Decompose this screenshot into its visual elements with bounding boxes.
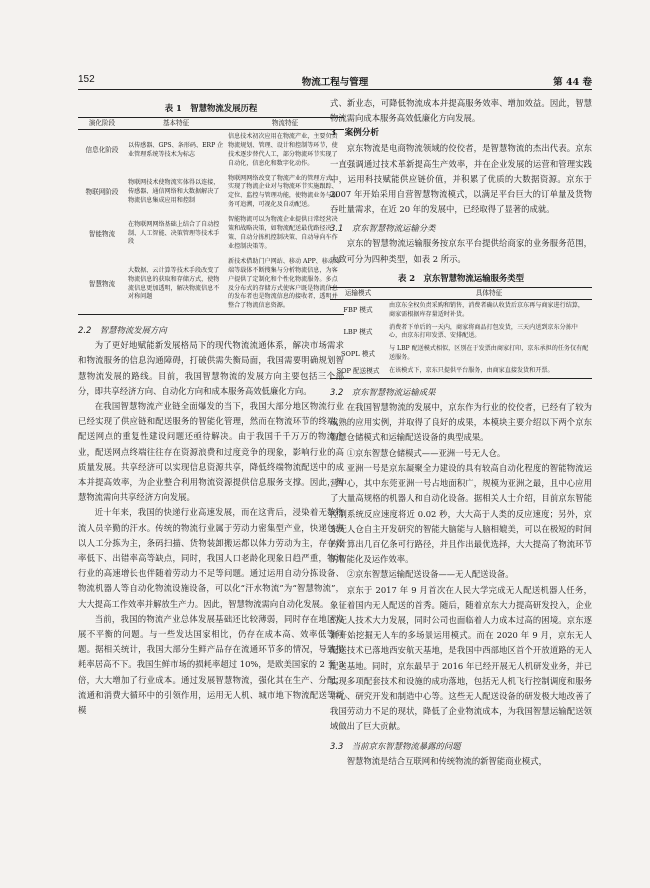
body-paragraph: 京东物流是电商物流领域的佼佼者，是智慧物流的杰出代表。京东一直强调通过技术革新提高生产效率，并在企业发展的运营和管理实践中，运用科技赋能供应链价值，并积累了优质的大数据资源。京东于 2007 年开始采用自营智慧物流模式，以满足平台巨大的订单量及货物吞吐量需求，在近 20 年的发展中，已经取得了显著的成就。 bbox=[330, 143, 592, 215]
body-paragraph: ②京东智慧运输配送设备——无人配送设备。 bbox=[346, 569, 514, 580]
table2-row bbox=[330, 322, 592, 344]
table1-basic-cell: 大数据、云计算等技术手段改变了物流信息的获取和存储方式，使物流信息更加透明，解决物流信息不对称问题 bbox=[126, 255, 226, 315]
table1-logistics-cell: 智能物流可以为物流企业提供日常经营决策和战略决策，如物流配送最优路径决策、自动分拣机控制决策、自动导向车作业控制决策等。 bbox=[228, 216, 338, 250]
body-paragraph: 智慧物流是结合互联网和传统物流的新智能商业模式， bbox=[346, 755, 547, 766]
table1-logistics-cell: 信息技术初次应用在物流产业，主要负责物流规划、管理、设计和控制等环节，使技术逐步替代人工，部分物流环节实现了自动化，信息化和数字化动作。 bbox=[228, 132, 338, 167]
table1-basic-cell: 物联网技术使物流实体得以连接，传感器、通信网络和大数据解决了物流信息集成应用和控制 bbox=[128, 178, 220, 204]
table1-stage-cell: 智能物流 bbox=[88, 229, 116, 238]
table1-stage-cell: 智慧物流 bbox=[78, 255, 126, 315]
table2-mode-cell: FBP 模式 bbox=[343, 306, 373, 315]
body-paragraph: 京东的智慧物流运输服务按京东平台提供给商家的业务服务范围，大致可分为四种类型，如表 2 所示。 bbox=[330, 238, 592, 264]
table1-header-cell: 演化阶段 bbox=[78, 118, 126, 130]
section-heading: 3.3 当前京东智慧物流暴露的问题 bbox=[330, 740, 461, 751]
left-body-text bbox=[78, 323, 344, 718]
table2-mode-cell: SOP 配送模式 bbox=[330, 365, 386, 378]
table2-mode-cell: LBP 模式 bbox=[343, 328, 373, 336]
table2-header-cell: 运输模式 bbox=[330, 287, 386, 299]
table1-header-cell: 物流特征 bbox=[226, 118, 344, 130]
body-paragraph: 在我国智慧物流的发展中，京东作为行业的佼佼者，已经有了较为成熟的应用实例，并取得了良好的成果，本模块主要介绍以下两个京东智慧仓储模式和运输配送设备的典型成果。 bbox=[330, 402, 592, 443]
table1-row bbox=[78, 213, 344, 255]
header-rule bbox=[78, 89, 592, 90]
table2-desc-cell: 由京东全权负责采购和销售，消费者确认收货后京东再与商家进行结算，商家需根据库存量适时补货。 bbox=[389, 301, 584, 318]
page-number: 152 bbox=[78, 74, 95, 85]
table2-row bbox=[330, 299, 592, 321]
table1-basic-cell: 在物联网网络基础上结合了自动控制、人工智能、决策管理等技术手段 bbox=[128, 220, 220, 246]
table1-stage-cell: 信息化阶段 bbox=[85, 146, 119, 155]
table1-caption: 表 1 智慧物流发展历程 bbox=[164, 103, 258, 113]
right-body-text-top bbox=[330, 96, 592, 267]
table1-row bbox=[78, 172, 344, 214]
table2-row bbox=[330, 343, 592, 365]
left-column bbox=[78, 96, 344, 718]
table2-header-cell: 具体特征 bbox=[386, 287, 592, 299]
table1-header-cell: 基本特征 bbox=[126, 118, 226, 130]
table2-desc-cell: 与 LBP 配送模式相似，区别在于发票由商家打印，京东承担的任务仅有配送服务。 bbox=[389, 345, 589, 362]
right-body-text-bottom bbox=[330, 385, 592, 769]
section-heading: 2.2 智慧物流发展方向 bbox=[78, 325, 167, 336]
table2-mode-cell: SOPL 模式 bbox=[340, 349, 376, 358]
table2-desc-cell: 消费者下单后的一天内，商家将商品打包发货，三天内送到京东分拣中心，由京东打印发票、安排配送。 bbox=[389, 323, 578, 340]
body-paragraph: 为了更好地赋能新发展格局下的现代物流流通体系，解决市场需求和物流服务的信息沟通障碍，打破供需失衡局面，我国需要明确规划智慧物流发展的路线。目前，我国智慧物流的发展方向主要包括三个部分，即共享经济方向、自动化方向和成本服务高效低廉化方向。 bbox=[78, 340, 344, 396]
table1-basic-cell: 以传感器、GPS、条形码、ERP 企业管理系统等技术为标志 bbox=[128, 141, 224, 158]
table1 bbox=[78, 117, 344, 315]
table1-row bbox=[78, 129, 344, 171]
section-heading: 3 案例分析 bbox=[330, 128, 379, 139]
table1-logistics-cell: 物联网网络改变了物流产业的管理方式，实现了物流企业对与物流环节实施跟踪、定位、监控与管理功能，使物流业务与服务可追溯，可视化及自动配送。 bbox=[228, 174, 338, 209]
right-column bbox=[330, 96, 592, 769]
table2 bbox=[330, 287, 592, 379]
table2-desc-cell: 在该模式下，京东只提供平台服务，由商家直接发货和开票。 bbox=[386, 365, 592, 378]
body-paragraph: 在我国智慧物流产业链全面爆发的当下，我国大部分地区物流行业已经实现了供应链和配送服务的智能化管理，然而在物流环节的终端，配送网点的重复性建设问题还亟待解决。由于我国千千万万的物流企业，配送网点终端往往存在资源浪费和过度竞争的现象，影响行业的高质量发展。共享经济可以实现信息资源共享，降低终端物流配送中的成本并提高效率，为企业整合利用物流资源提供信息服务支撑。因此，智慧物流需向共享经济方向发展。 bbox=[78, 401, 344, 503]
body-paragraph: 式、新业态，可降低物流成本并提高服务效率、增加效益。因此，智慧物流需向成本服务高效低廉化方向发展。 bbox=[330, 98, 592, 124]
table1-row bbox=[78, 255, 344, 315]
section-heading: 3.1 京东智慧物流运输分类 bbox=[330, 223, 436, 234]
body-paragraph: 当前，我国的物流产业总体发展基础还比较薄弱，同时存在地区发展不平衡的问题。与一些发达国家相比，仍存在成本高、效率低等问题。据相关统计，我国大部分生鲜产品存在流通环节多的情况，导致损耗率居高不下。我国生鲜市场的损耗率超过 10%，是欧美国家的 2 至 3 倍，大大增加了行业成本。通过发展智慧物流，强化其在生产、分配、流通和消费大循环中的引领作用，运用无人机、城市地下物流配送等新模 bbox=[78, 613, 344, 716]
table1-logistics-cell: 新技术借助门户网站、移动 APP、移动终端等载体不断搜集与分析物流信息，为客户提供了定制化和个性化物流服务。多点及分布式的存储方式使客户既是物流信息的发布者也是物流信息的接收者，透明并整合了物流信息资源。 bbox=[226, 255, 344, 315]
table1-stage-cell: 物联网阶段 bbox=[85, 187, 119, 196]
section-heading: 3.2 京东智慧物流运输成果 bbox=[330, 387, 436, 398]
running-header bbox=[78, 74, 592, 88]
volume-label: 第 44 卷 bbox=[553, 77, 592, 88]
table2-row bbox=[330, 365, 592, 378]
table2-caption: 表 2 京东智慧物流运输服务类型 bbox=[398, 272, 524, 283]
body-paragraph: 近十年来，我国的快递行业高速发展，而在这背后，浸染着无数物流人员辛勤的汗水。传统的物流行业属于劳动力密集型产业，快递包裹以人工分拣为主，条码扫描、货物装卸搬运都以体力劳动为主，存在效率低下、出错率高等缺点，同时，我国人口老龄化现象日趋严重，物流行业的高速增长也伴随着劳动力不足等问题。通过运用自动分拣设备、物流机器人等自动化物流设施设备，可以化“汗水物流”为“智慧物流”，大大提高工作效率并解放生产力。因此，智慧物流需向自动化发展。 bbox=[78, 507, 344, 609]
body-paragraph: ①京东智慧仓储模式——亚洲一号无人仓。 bbox=[346, 447, 506, 458]
body-paragraph: 京东于 2017 年 9 月首次在人民大学完成无人配送机器人任务，象征着国内无人配送的首秀。随后，随着京东大力提高研发投入，企业的无人技术大力发展，同时公司也面临着人力成本过高的困境。京东逐渐开始挖掘无人车的多场景运用模式。而在 2020 年 9 月，京东无人配送技术已落地西安航天基地，是我国中西部地区首个开放道路的无人配送基地。同时，京东最早于 2016 年已经开展无人机研发业务，并已实现多项配套技术和设施的成功落地，包括无人机飞行控制调度和服务中心、研究开发和制造中心等。这些无人配送设备的研发极大地改善了我国劳动力不足的现状，降低了企业物流成本，为我国智慧运输配送领域做出了巨大贡献。 bbox=[330, 584, 592, 732]
body-paragraph: 亚洲一号是京东凝聚全力建设的具有较高自动化程度的智能物流运营中心，其中东莞亚洲一号占地面积广，规模为亚洲之最，且中心应用了大量高规格的机器人和自动化设备。据相关人士介绍，目前京东智能控制系统反应速度将近 0.02 秒，大大高于人类的反应速度；另外，京东无人仓自主开发研究的智能大脑能与人脑相媲美，可以在极短的时间内计算出几百亿条可行路径，并且作出最优选择，大大提高了物流环节的智能化及运作效率。 bbox=[330, 462, 592, 565]
journal-name: 物流工程与管理 bbox=[301, 77, 369, 88]
